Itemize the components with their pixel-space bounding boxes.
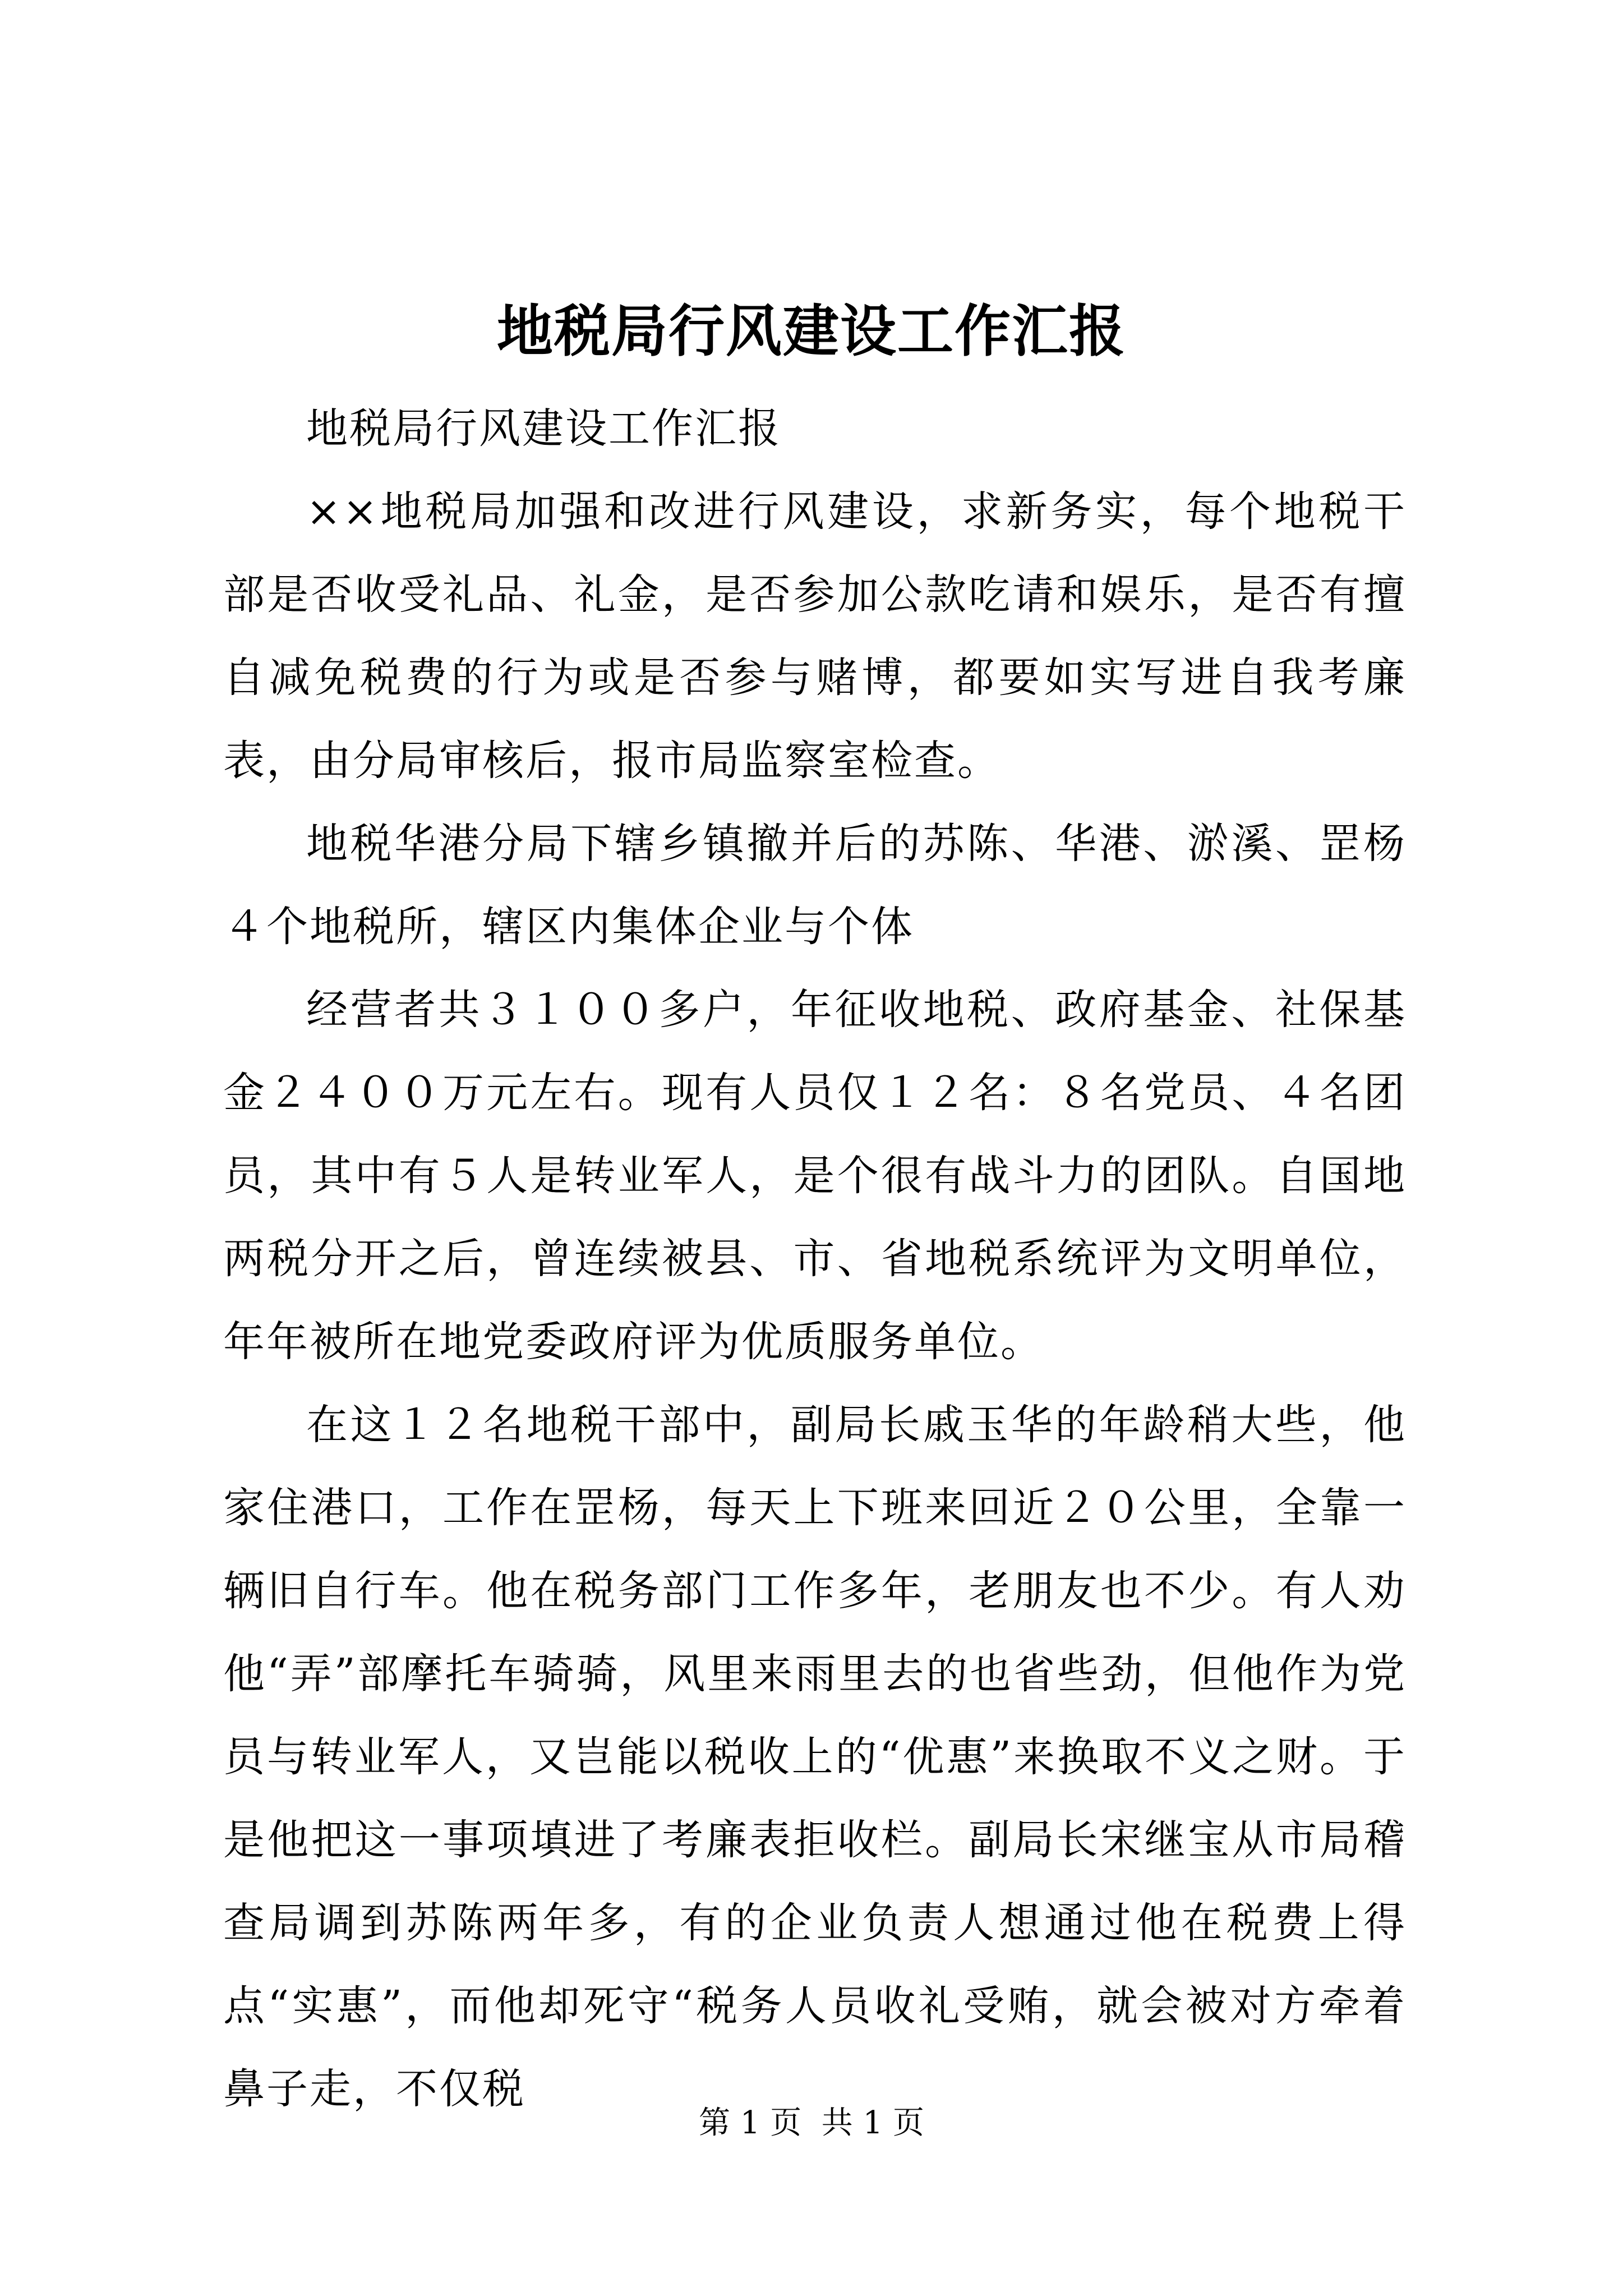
document-title: 地税局行风建设工作汇报 — [497, 298, 1126, 364]
page-footer: 第 1 页 共 1 页 — [698, 2105, 925, 2141]
paragraph-huagang-branch: 地税华港分局下辖乡镇撤并后的苏陈、华港、淤溪、罡杨４个地税所，辖区内集体企业与个体 — [223, 820, 1407, 951]
paragraph-operators-stats: 经营者共３１００多户，年征收地税、政府基金、社保基金２４００万元左右。现有人员仅１２名：８名党员、４名团员，其中有５人是转业军人，是个很有战斗力的团队。自国地两税分开之后，曾连续被县、市、省地税系统评为文明单位，年年被所在地党委政府评为优质服务单位。 — [223, 986, 1407, 1366]
paragraph-subtitle: 地税局行风建设工作汇报 — [306, 404, 781, 453]
paragraph-intro: ××地税局加强和改进行风建设，求新务实，每个地税干部是否收受礼品、礼金，是否参加公款吃请和娱乐，是否有擅自减免税费的行为或是否参与赌博，都要如实写进自我考廉表，由分局审核后，报市局监察室检查。 — [223, 487, 1407, 785]
document-body — [223, 387, 1407, 2131]
paragraph-cadres: 在这１２名地税干部中，副局长戚玉华的年龄稍大些，他家住港口，工作在罡杨，每天上下班来回近２０公里，全靠一辆旧自行车。他在税务部门工作多年，老朋友也不少。有人劝他“弄”部摩托车骑骑，风里来雨里去的也省些劲，但他作为党员与转业军人，又岂能以税收上的“优惠”来换取不义之财。于是他把这一事项填进了考廉表拒收栏。副局长宋继宝从市局稽查局调到苏陈两年多，有的企业负责人想通过他在税费上得点“实惠”，而他却死守“税务人员收礼受贿，就会被对方牵着鼻子走，不仅税 — [223, 1401, 1407, 2113]
